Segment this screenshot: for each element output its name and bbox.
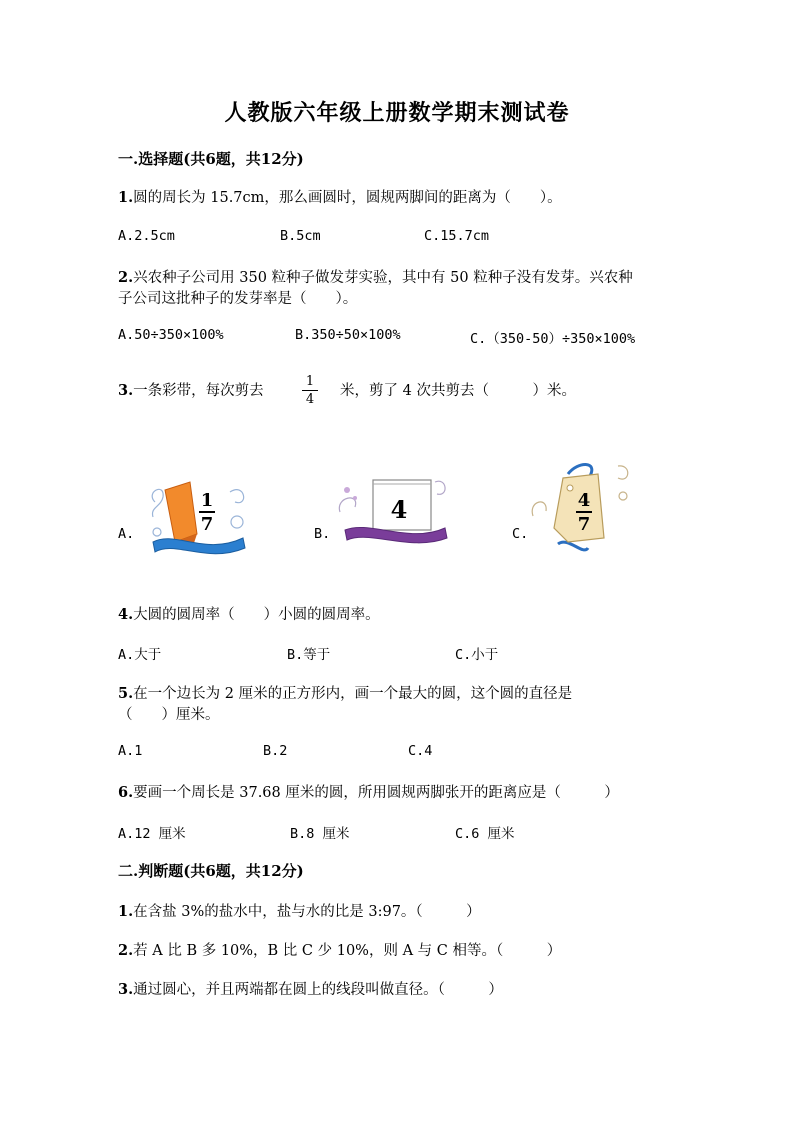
fraction-denominator: 7 xyxy=(577,514,591,535)
fraction-numerator: 1 xyxy=(200,490,214,511)
question-text-line1: 兴农种子公司用 350 粒种子做发芽实验，其中有 50 粒种子没有发芽。兴农种 xyxy=(133,270,633,286)
question-number: 1. xyxy=(118,903,134,920)
option-c: C.6 厘米 xyxy=(455,826,515,842)
question-6 xyxy=(118,781,619,802)
question-text-before: 一条彩带，每次剪去 xyxy=(133,383,264,399)
fraction-one-quarter xyxy=(302,374,318,407)
question-text-after: 米，剪了 4 次共剪去（ ）米。 xyxy=(340,383,576,399)
option-a: A.大于 xyxy=(118,647,162,663)
question-text-line2: 子公司这批种子的发芽率是（ ）。 xyxy=(118,291,358,307)
option-b: B.8 厘米 xyxy=(290,826,350,842)
question-5 xyxy=(118,682,572,703)
option-b: B.350÷50×100% xyxy=(295,327,401,343)
question-text: 要画一个周长是 37.68 厘米的圆，所用圆规两脚张开的距离应是（ ） xyxy=(133,785,619,801)
page-title: 人教版六年级上册数学期末测试卷 xyxy=(224,100,570,126)
option-c: C.4 xyxy=(408,743,433,759)
option-b: B.等于 xyxy=(287,647,331,663)
card-number-illustration xyxy=(335,472,450,552)
tag-fraction-illustration xyxy=(528,456,633,561)
question-text: 若 A 比 B 多 10%，B 比 C 少 10%，则 A 与 C 相等。（ ） xyxy=(133,943,562,959)
option-a: A.2.5cm xyxy=(118,228,175,244)
option-b: B.2 xyxy=(263,743,288,759)
fraction-numerator: 1 xyxy=(305,374,315,389)
question-number: 3. xyxy=(118,382,134,399)
question-4 xyxy=(118,603,380,624)
question-text: 通过圆心，并且两端都在圆上的线段叫做直径。（ ） xyxy=(133,982,503,998)
question-2 xyxy=(118,266,633,287)
blue-string xyxy=(568,464,592,476)
flag-fraction-illustration xyxy=(145,472,250,560)
option-c: C.小于 xyxy=(455,647,499,663)
question-text: 圆的周长为 15.7cm，那么画圆时，圆规两脚间的距离为（ ）。 xyxy=(133,190,562,206)
question-number: 3. xyxy=(118,981,134,998)
fraction-bar xyxy=(302,390,318,391)
judgement-1 xyxy=(118,900,481,921)
judgement-2 xyxy=(118,939,561,960)
tag-hole xyxy=(567,485,573,491)
option-a: A.50÷350×100% xyxy=(118,327,224,343)
fraction-denominator: 7 xyxy=(200,514,214,535)
option-c: C.（350-50）÷350×100% xyxy=(470,331,636,347)
question-1 xyxy=(118,186,562,207)
fraction-denominator: 4 xyxy=(305,392,315,407)
section-heading-judgement: 二.判断题(共6题，共12分) xyxy=(118,862,304,880)
orange-flag xyxy=(165,482,197,542)
blue-ribbon xyxy=(153,538,245,554)
option-c-label: C. xyxy=(512,526,529,542)
option-c: C.15.7cm xyxy=(424,228,490,244)
judgement-3 xyxy=(118,978,503,999)
question-number: 4. xyxy=(118,606,134,623)
question-text-line2: （ ）厘米。 xyxy=(118,707,220,723)
fraction-numerator: 4 xyxy=(577,490,591,511)
question-3 xyxy=(118,379,264,400)
question-number: 6. xyxy=(118,784,134,801)
blue-string-end xyxy=(558,542,588,550)
option-b-label: B. xyxy=(314,526,331,542)
section-heading-choice: 一.选择题(共6题，共12分) xyxy=(118,150,304,168)
option-a: A.1 xyxy=(118,743,143,759)
question-number: 2. xyxy=(118,269,134,286)
option-b: B.5cm xyxy=(280,228,321,244)
option-a: A.12 厘米 xyxy=(118,826,186,842)
question-number: 2. xyxy=(118,942,134,959)
question-text: 在含盐 3%的盐水中，盐与水的比是 3:97。（ ） xyxy=(133,904,481,920)
question-text: 大圆的圆周率（ ）小圆的圆周率。 xyxy=(133,607,380,623)
option-a-label: A. xyxy=(118,526,135,542)
card-number: 4 xyxy=(390,495,408,524)
question-text-line1: 在一个边长为 2 厘米的正方形内，画一个最大的圆，这个圆的直径是 xyxy=(133,686,573,702)
question-number: 1. xyxy=(118,189,134,206)
question-number: 5. xyxy=(118,685,134,702)
